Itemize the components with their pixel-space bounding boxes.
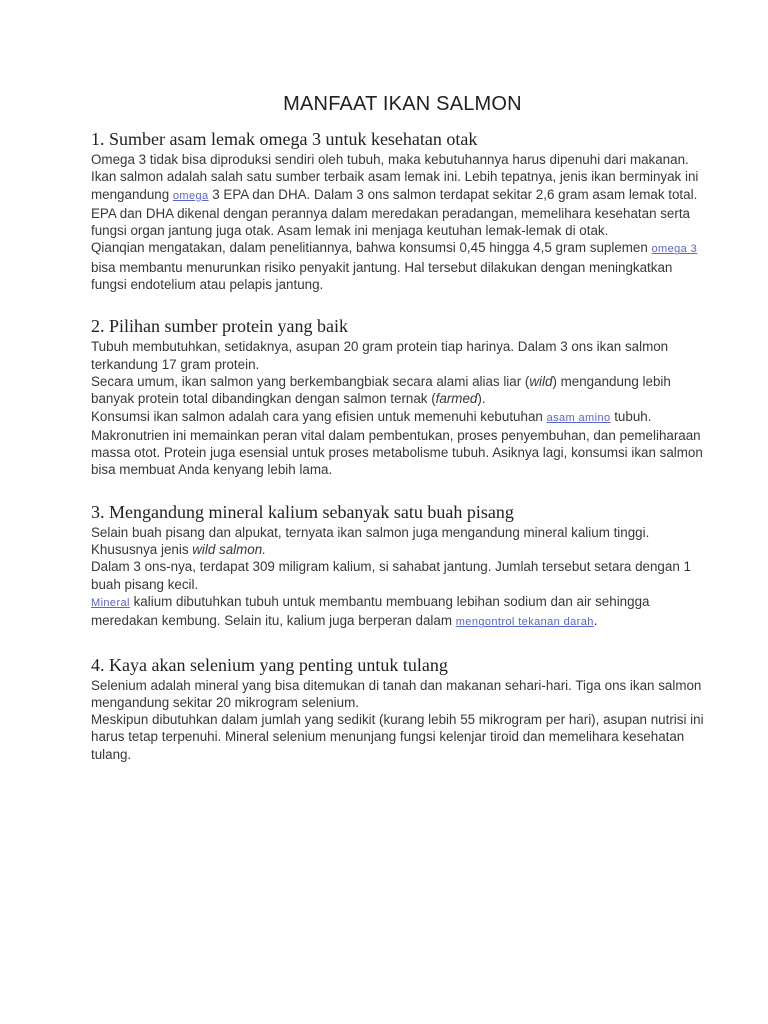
- paragraph: [91, 239, 708, 293]
- section-heading: 3. Mengandung mineral kalium sebanyak satu buah pisang: [91, 501, 514, 522]
- section-omega-3: [91, 128, 708, 293]
- text-run: Omega 3 tidak bisa diproduksi sendiri oleh tubuh, maka kebutuhannya harus dipenuhi dari makanan. Ikan salmon adalah salah satu sumber terbaik asam lemak ini. Lebih tepatnya, jenis ikan berminyak ini mengandung: [91, 152, 699, 202]
- text-run: Qianqian mengatakan, dalam penelitiannya, bahwa konsumsi 0,45 hingga 4,5 gram suplemen: [91, 240, 652, 256]
- section-selenium: [91, 654, 708, 763]
- section-heading: 2. Pilihan sumber protein yang baik: [91, 316, 348, 337]
- text-run: tubuh.: [610, 408, 652, 424]
- italic-text: wild salmon.: [192, 542, 266, 558]
- paragraph: [91, 373, 708, 408]
- text-run: Selain buah pisang dan alpukat, ternyata ikan salmon juga mengandung mineral kalium tinggi. Khususnya jenis: [91, 524, 650, 558]
- section-heading: 4. Kaya akan selenium yang penting untuk tulang: [91, 654, 448, 675]
- paragraph: [91, 338, 708, 373]
- italic-text: farmed: [435, 391, 478, 407]
- text-run: ) mengandung lebih banyak protein total dibandingkan dengan salmon ternak (: [91, 373, 671, 407]
- text-run: kalium dibutuhkan tubuh untuk membantu membuang lebihan sodium dan air sehingga meredakan kembung. Selain itu, kalium juga berperan dalam: [91, 593, 650, 629]
- paragraph: [91, 711, 708, 763]
- paragraph: [91, 558, 708, 593]
- text-run: .: [593, 613, 598, 629]
- paragraph: [91, 427, 708, 479]
- section-protein: [91, 315, 708, 478]
- paragraph: [91, 593, 708, 632]
- paragraph: [91, 408, 708, 427]
- link-mengontrol-tekanan-darah[interactable]: mengontrol tekanan darah: [455, 616, 594, 629]
- text-run: ).: [477, 391, 486, 407]
- text-run: 3 EPA dan DHA. Dalam 3 ons salmon terdapat sekitar 2,6 gram asam lemak total.: [208, 186, 698, 202]
- paragraph: [91, 151, 708, 205]
- link-omega-3[interactable]: omega 3: [651, 243, 698, 256]
- text-run: Makronutrien ini memainkan peran vital dalam pembentukan, proses penyembuhan, dan pemeliharaan massa otot. Protein juga esensial untuk proses metabolisme tubuh. Asiknya lagi, konsumsi ikan salmon bisa membuat Anda kenyang lebih lama.: [91, 427, 703, 478]
- link-asam-amino[interactable]: asam amino: [546, 411, 611, 424]
- link-mineral[interactable]: Mineral: [91, 596, 130, 609]
- paragraph: [91, 677, 708, 712]
- page-title: MANFAAT IKAN SALMON: [283, 93, 522, 115]
- text-run: EPA dan DHA dikenal dengan perannya dalam meredakan peradangan, memelihara kesehatan serta fungsi organ jantung juga otak. Asam lemak ini menjaga keutuhan lemak-lemak di otak.: [91, 205, 691, 239]
- paragraph: [91, 524, 708, 559]
- text-run: Konsumsi ikan salmon adalah cara yang efisien untuk memenuhi kebutuhan: [91, 408, 547, 424]
- link-omega[interactable]: omega: [172, 189, 209, 202]
- text-run: Meskipun dibutuhkan dalam jumlah yang sedikit (kurang lebih 55 mikrogram per hari), asupan nutrisi ini harus tetap terpenuhi. Mineral selenium menunjang fungsi kelenjar tiroid dan memelihara kesehatan tulang.: [91, 712, 704, 762]
- section-heading: 1. Sumber asam lemak omega 3 untuk kesehatan otak: [91, 129, 478, 149]
- paragraph: [91, 205, 708, 240]
- text-run: Secara umum, ikan salmon yang berkembangbiak secara alami alias liar (: [91, 373, 530, 389]
- text-run: Tubuh membutuhkan, setidaknya, asupan 20 gram protein tiap harinya. Dalam 3 ons ikan salmon terkandung 17 gram protein.: [91, 339, 669, 372]
- italic-text: wild: [529, 373, 553, 389]
- text-run: bisa membantu menurunkan risiko penyakit jantung. Hal tersebut dilakukan dengan meningkatkan fungsi endotelium atau pelapis jantung.: [91, 259, 673, 293]
- text-run: Selenium adalah mineral yang bisa ditemukan di tanah dan makanan sehari-hari. Tiga ons ikan salmon mengandung sekitar 20 mikrogram selenium.: [91, 677, 702, 710]
- text-run: Dalam 3 ons-nya, terdapat 309 miligram kalium, si sahabat jantung. Jumlah tersebut setara dengan 1 buah pisang kecil.: [91, 559, 691, 592]
- section-kalium: [91, 501, 708, 632]
